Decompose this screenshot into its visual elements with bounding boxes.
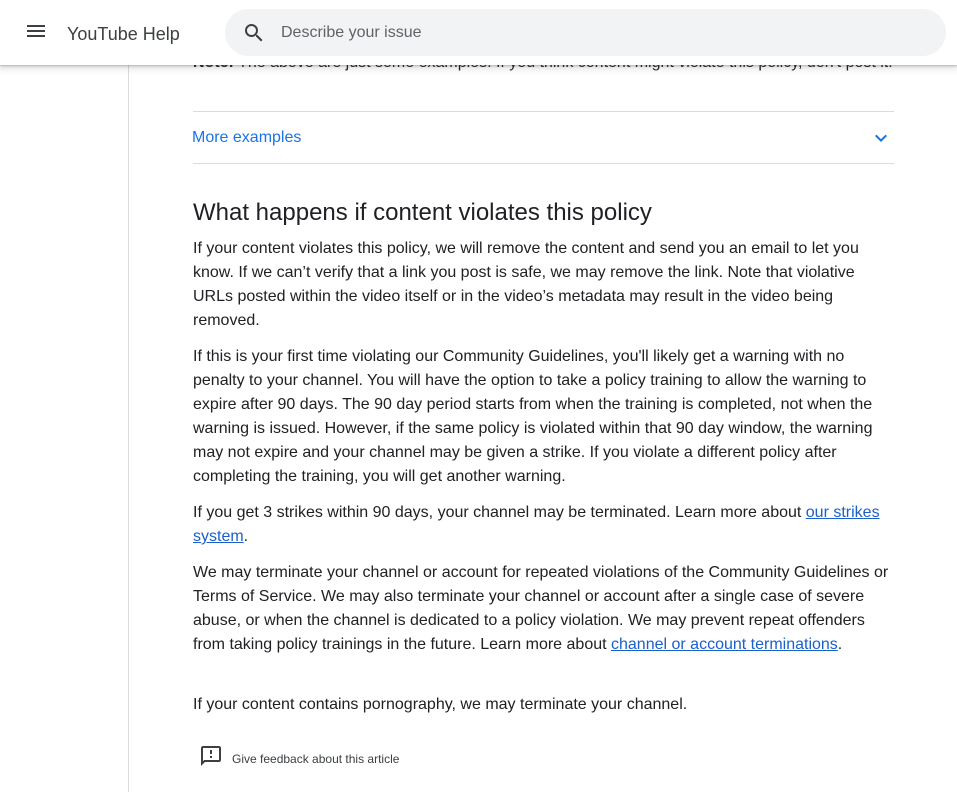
paragraph-pornography: If your content contains pornography, we may terminate your channel. (193, 696, 688, 713)
search-bar[interactable] (225, 9, 946, 56)
menu-button[interactable] (22, 20, 50, 46)
search-icon[interactable] (242, 21, 266, 45)
left-divider (128, 0, 129, 792)
section-title: What happens if content violates this policy (193, 199, 652, 226)
brand-title[interactable]: YouTube Help (67, 24, 180, 44)
paragraph-removal: If your content violates this policy, we will remove the content and send you an email to let you know. If we can’t verify that a link you post is safe, we may remove the link. Note that violative URLs posted within the video itself or in the video’s metadata may result in the video being removed. (193, 240, 859, 329)
feedback-icon (199, 744, 223, 773)
paragraph-first-violation: If this is your first time violating our Community Guidelines, you'll likely get a warning with no penalty to your channel. You will have the option to take a policy training to allow the warning to expire after 90 days. The 90 day period starts from when the training is completed, not when the warning is issued. However, if the same policy is violated within that 90 day window, the warning may not expire and your channel may be given a strike. If you violate a different policy after completing the training, you will get another warning. (193, 348, 873, 485)
more-examples-expander[interactable] (192, 124, 894, 152)
menu-icon (24, 19, 48, 48)
chevron-down-icon (869, 126, 893, 150)
strikes-system-link[interactable]: our strikes system (193, 504, 880, 545)
search-input[interactable] (281, 9, 921, 56)
strikes-text: If you get 3 strikes within 90 days, your channel may be terminated. Learn more about (193, 504, 806, 521)
paragraph-terminations (193, 561, 893, 657)
paragraph-strikes (193, 501, 893, 549)
terminations-link[interactable]: channel or account terminations (611, 636, 838, 653)
give-feedback-button[interactable] (199, 744, 399, 773)
feedback-label: Give feedback about this article (232, 751, 400, 766)
strikes-period: . (243, 528, 249, 545)
app-header (0, 0, 957, 65)
terminations-text: We may terminate your channel or account for repeated violations of the Community Guidelines or Terms of Service. We may also terminate your channel or account after a single case of severe abuse, or when the channel is dedicated to a policy violation. We may prevent repeat offenders from taking policy trainings in the future. Learn more about (193, 564, 889, 653)
divider-bottom (193, 163, 894, 164)
more-examples-label: More examples (192, 129, 302, 146)
terminations-period: . (837, 636, 843, 653)
divider-top (193, 111, 894, 112)
